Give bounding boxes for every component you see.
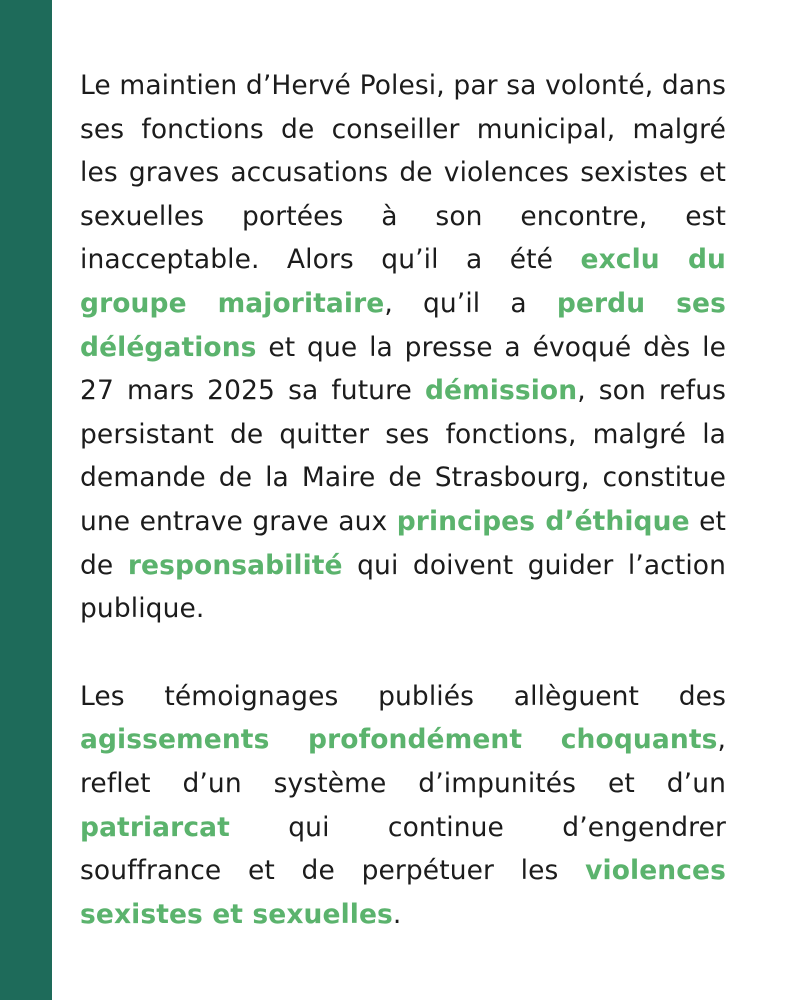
- highlight-segment: violences sexistes et sexuelles: [80, 855, 726, 930]
- text-segment: , reflet d’un système d’impunités et d’un: [80, 724, 726, 799]
- highlight-segment: patriarcat: [80, 811, 230, 843]
- article-body: [80, 64, 726, 936]
- text-segment: et que la presse a évoqué dès le 27 mars 2025 sa future: [80, 331, 726, 407]
- text-segment: Le maintien d’Hervé Polesi, par sa volonté, dans ses fonctions de conseiller municipal, malgré les graves accusations de violences sexistes et sexuelles portées à son encontre, est inacceptable. Alors qu’il a été: [80, 70, 726, 276]
- text-segment: qui doivent guider l’action publique.: [80, 549, 726, 625]
- highlight-segment: démission: [424, 375, 578, 407]
- text-segment: , son refus persistant de quitter ses fonctions, malgré la demande de la Maire de Strasbourg, constitue une entrave grave aux: [80, 375, 726, 537]
- paragraph-1: [80, 64, 726, 631]
- paragraph-2: [80, 675, 726, 937]
- highlight-segment: agissements profondément choquants: [80, 724, 718, 756]
- text-segment: et de: [80, 505, 726, 581]
- highlight-segment: principes d’éthique: [396, 505, 690, 537]
- highlight-segment: responsabilité: [127, 549, 343, 581]
- side-accent-bar: [0, 0, 52, 1000]
- text-segment: .: [392, 898, 402, 930]
- text-segment: Les témoignages publiés allèguent des: [80, 680, 726, 712]
- highlight-segment: perdu ses délégations: [80, 287, 726, 363]
- text-segment: qui continue d’engendrer souffrance et de perpétuer les: [80, 811, 726, 887]
- text-segment: , qu’il a: [384, 287, 557, 319]
- highlight-segment: exclu du groupe majoritaire: [80, 244, 726, 319]
